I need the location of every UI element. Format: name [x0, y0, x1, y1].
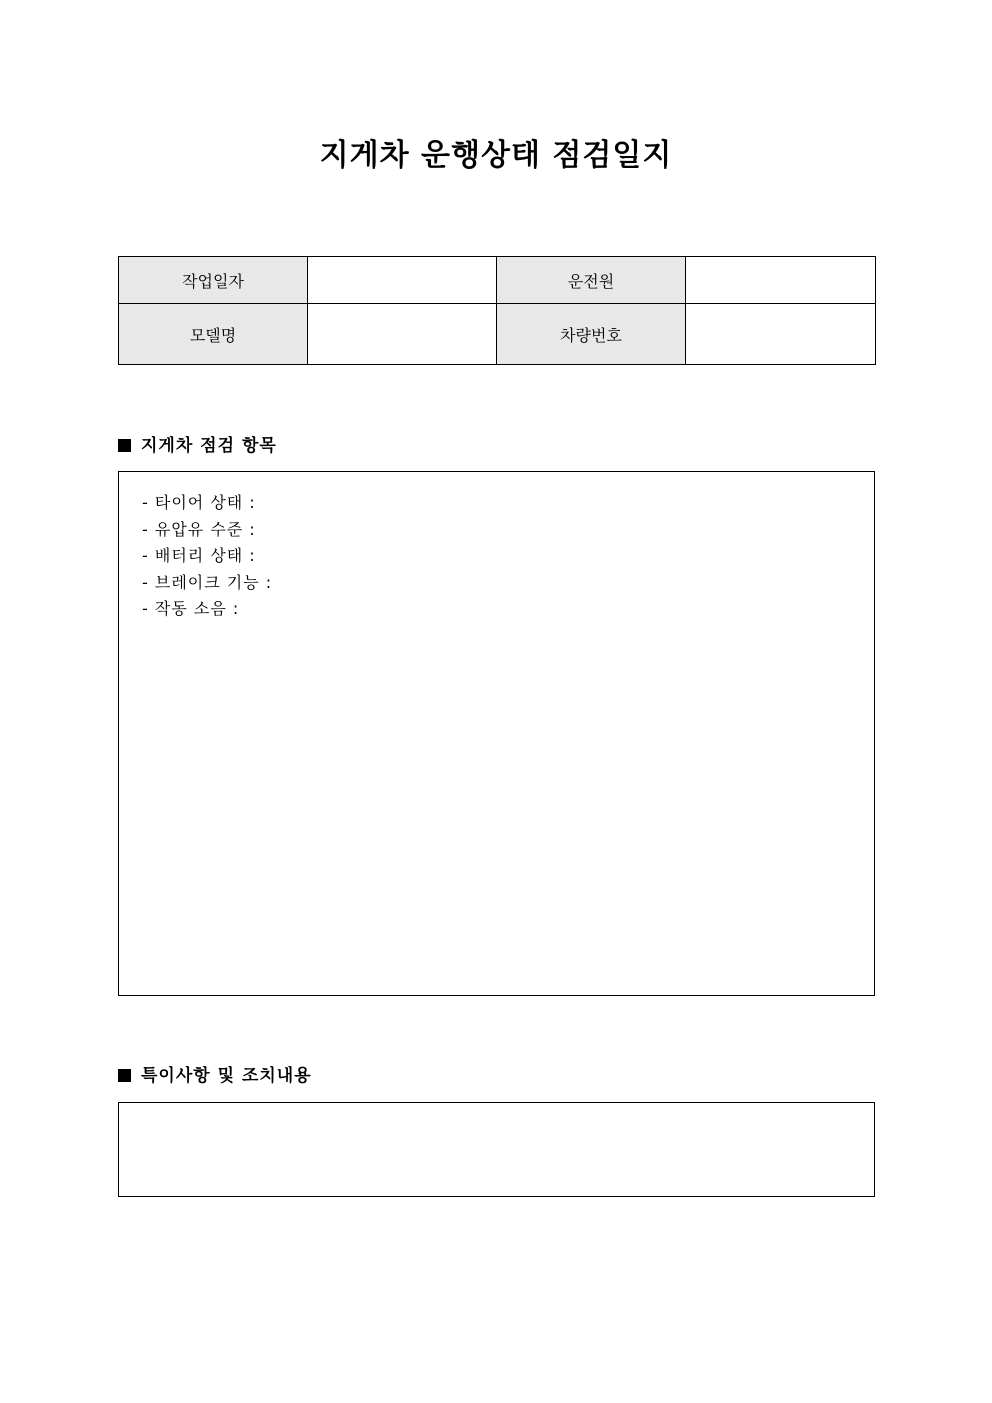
- check-item-brake: - 브레이크 기능 :: [142, 572, 273, 592]
- notes-box[interactable]: [118, 1102, 875, 1197]
- check-item-battery: - 배터리 상태 :: [142, 546, 256, 565]
- info-row-2: [119, 304, 876, 365]
- driver-label: 운전원: [497, 257, 686, 304]
- check-item-noise: - 작동 소음 :: [142, 599, 240, 618]
- square-bullet-icon: [118, 439, 131, 452]
- check-items-list: [119, 472, 874, 623]
- info-table: [118, 256, 876, 365]
- driver-field[interactable]: [686, 257, 876, 304]
- work-date-label: 작업일자: [119, 257, 308, 304]
- vehicle-number-field[interactable]: [686, 304, 876, 365]
- check-items-box[interactable]: [118, 471, 875, 996]
- check-section-heading: [118, 434, 277, 458]
- check-item-tire: - 타이어 상태 :: [142, 493, 256, 512]
- check-section-title: 지게차 점검 항목: [141, 436, 277, 456]
- square-bullet-icon: [118, 1069, 131, 1082]
- model-label: 모델명: [119, 304, 308, 365]
- check-item-hydraulic-oil: - 유압유 수준 :: [142, 519, 256, 539]
- notes-section-title: 특이사항 및 조치내용: [141, 1066, 312, 1086]
- notes-section-heading: [118, 1064, 312, 1088]
- work-date-field[interactable]: [308, 257, 497, 304]
- info-row-1: [119, 257, 876, 304]
- model-field[interactable]: [308, 304, 497, 365]
- vehicle-number-label: 차량번호: [497, 304, 686, 365]
- page-title: 지게차 운행상태 점검일지: [319, 138, 673, 173]
